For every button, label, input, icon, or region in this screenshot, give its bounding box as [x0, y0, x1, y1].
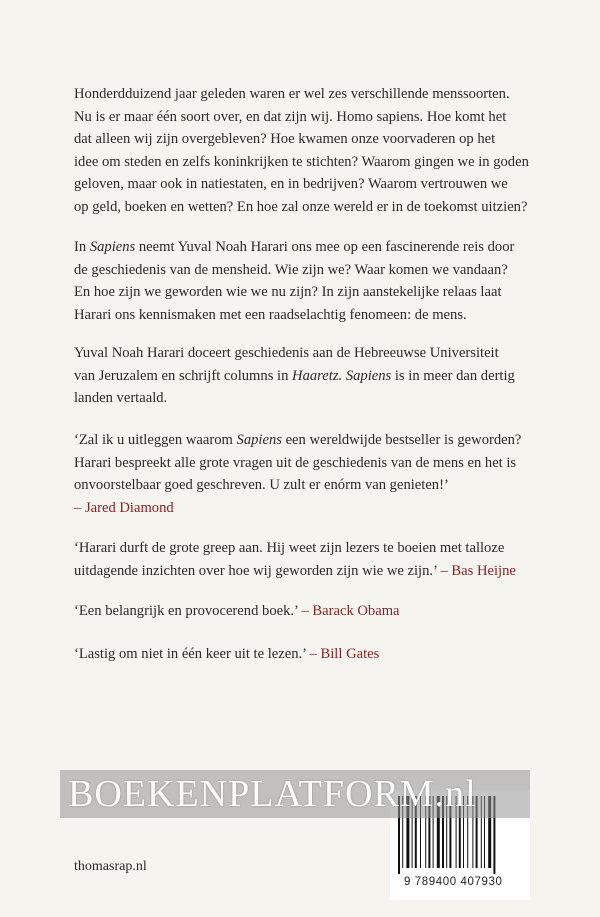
quote-gates: [74, 643, 554, 666]
quote-line-with-attribution: [74, 600, 554, 623]
blurb-line: En hoe zijn we geworden wie we nu zijn? In zijn aanstekelijke relaas laat: [74, 284, 502, 300]
quote-attribution: – Jared Diamond: [74, 499, 174, 516]
quote-diamond: [74, 429, 554, 519]
blurb-line: geloven, maar ook in natiestaten, en in bedrijven? Waarom vertrouwen we: [74, 176, 508, 192]
quote-line-with-attribution: [74, 560, 554, 583]
quote-attribution: – Bill Gates: [309, 646, 380, 662]
isbn-number: 9 789400 407930: [404, 876, 503, 888]
quote-obama: [74, 600, 554, 623]
blurb-line: de geschiedenis van de mensheid. Wie zijn we? Waar komen we vandaan?: [74, 261, 508, 278]
watermark-logo: BOEKENPLATFORM.nl: [68, 773, 477, 815]
quote-line: onvoorstelbaar goed geschreven. U zult er enórm van genieten!’: [74, 477, 449, 493]
quote-attribution: – Bas Heijne: [440, 562, 516, 579]
blurb-line: idee om steden en zelfs koninkrijken te stichten? Waarom gingen we in goden: [74, 153, 529, 170]
quote-heijne: [74, 537, 554, 582]
quote-text: ‘Lastig om niet in één keer uit te lezen.’: [74, 646, 310, 662]
quote-text: uitdagende inzichten over hoe wij geworden zijn wie we zijn.’: [74, 562, 441, 579]
quote-line: Harari bespreekt alle grote vragen uit de geschiedenis van de mens en het is: [74, 454, 517, 471]
bio-line: Yuval Noah Harari doceert geschiedenis aan de Hebreeuwse Universiteit: [74, 345, 499, 361]
blurb-paragraph-summary: [74, 236, 554, 326]
blurb-paragraph-intro: [74, 83, 554, 218]
blurb-line: Nu is er maar één soort over, en dat zijn wij. Homo sapiens. Hoe komt het: [74, 108, 507, 125]
blurb-line: op geld, boeken en wetten? En hoe zal onze wereld er in de toekomst uitzien?: [74, 198, 528, 215]
author-bio-paragraph: [74, 342, 554, 410]
publisher-website: thomasrap.nl: [74, 859, 147, 874]
blurb-line: Honderdduizend jaar geleden waren er wel zes verschillende menssoorten.: [74, 86, 510, 102]
quote-line-with-attribution: [74, 643, 554, 666]
blurb-line: Harari ons kennismaken met een raadselachtig fenomeen: de mens.: [74, 306, 467, 323]
quote-text: ‘Een belangrijk en provocerend boek.’: [74, 603, 302, 619]
quote-line: ‘Harari durft de grote greep aan. Hij weet zijn lezers te boeien met talloze: [74, 540, 505, 556]
bio-line: van Jeruzalem en schrijft columns in Haaretz. Sapiens is in meer dan dertig: [74, 367, 515, 384]
quote-attribution: – Barack Obama: [301, 603, 400, 619]
blurb-line: dat alleen wij zijn overgebleven? Hoe kwamen onze voorvaderen op het: [74, 131, 496, 147]
blurb-line: In Sapiens neemt Yuval Noah Harari ons mee op een fascinerende reis door: [74, 239, 515, 255]
quote-line: ‘Zal ik u uitleggen waarom Sapiens een wereldwijde bestseller is geworden?: [74, 432, 522, 448]
bio-line: landen vertaald.: [74, 390, 168, 406]
